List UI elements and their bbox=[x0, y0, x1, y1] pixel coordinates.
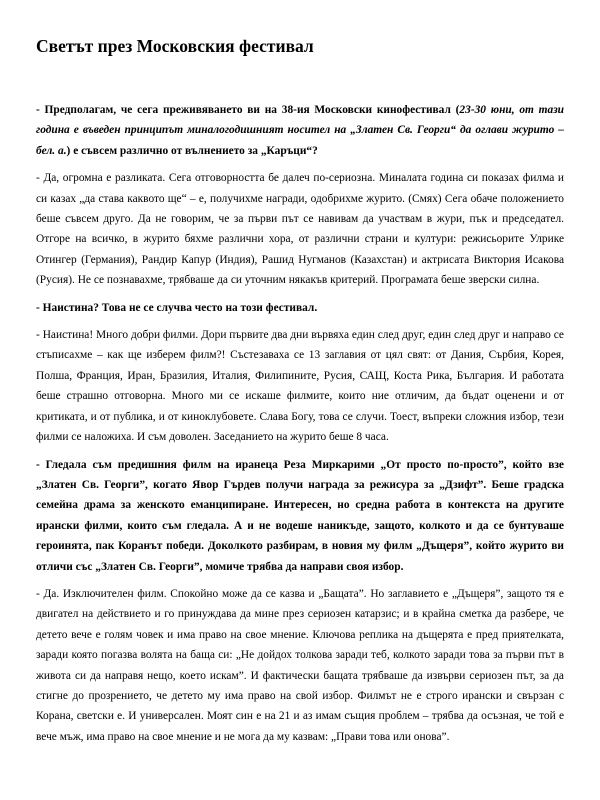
question-1-text: - Предполагам, че сега преживяването ви на 38-ия Московски кинофестивал ( bbox=[36, 104, 460, 116]
question-1 bbox=[36, 100, 564, 161]
answer-2: - Наистина! Много добри филми. Дори първите два дни вървяха един след друг, един след друг и направо се стъписахме – как ще изберем филм?! Състезаваха се 13 заглавия от цял свят: от Дания, Сърбия, Корея, Полша, Франция, Иран, Бразилия, Италия, Филипините, Русия, САЩ, Коста Рика, България. И работата беше страшно отговорна. Много ми се искаше филмите, които ние отличим, да бъдат оценени и от критиката, и от публика, и от киноклубовете. Слава Богу, това се случи. Тоест, въпреки сложния избор, тези филми се наложиха. И съм доволен. Заседанието на журито беше 8 часа. bbox=[36, 329, 564, 444]
answer-1: - Да, огромна е разликата. Сега отговорността бе далеч по-сериозна. Миналата година си показах филма и си казах „да става каквото ще“ – е, получихме награди, одобрихме журито. (Смях) Сега обаче положението беше съвсем друго. Да не говорим, че за първи път се навивам да участвам в жури, пък и председател. Отгоре на всичко, в журито бяхме различни хора, от различни страни и култури: режисьорите Улрике Отингер (Германия), Рандир Капур (Индия), Рашид Нугманов (Казахстан) и актрисата Виктория Исакова (Русия). Не се познавахме, трябваше да си уточним някакъв критерий. Програмата беше зверски силна. bbox=[36, 172, 564, 287]
question-3: - Гледала съм предишния филм на иранеца Реза Миркарими „От просто по-просто”, който взе „Златен Св. Георги”, когато Явор Гърдев получи награда за режисура за „Дзифт”. Беше градска семейна драма за женското еманципиране. Интересен, но средна работа в контекста на другите ирански филми, които съм гледала. А и не водеше наникъде, защото, колкото и да се бунтуваше героинята, пак Коранът победи. Доколкото разбирам, в новия му филм „Дъщеря”, който журито ви отличи със „Златен Св. Георги”, момиче трябва да направи своя избор. bbox=[36, 458, 564, 573]
question-1-text-end: ) е съвсем различно от вълнението за „Каръци“? bbox=[66, 144, 318, 157]
article-title: Светът през Московския фестивал bbox=[36, 36, 314, 56]
question-2: - Наистина? Това не се случва често на този фестивал. bbox=[36, 301, 318, 314]
question-1-editor-note: 23-30 юни, от тази година е въведен принципът миналогодишният носител на „Златен Св. Георги“ да оглави журито – бел. а. bbox=[36, 104, 564, 157]
answer-3: - Да. Изключителен филм. Спокойно може да се казва и „Бащата”. Но заглавието е „Дъщеря”, защото тя е двигател на действието и го принуждава да мине през сериозен катарзис; и в крайна сметка да разбере, че детето вече е голям човек и има право на свое мнение. Ключова реплика на дъщерята е пред приятелката, заради която погазва волята на баща си: „Не дойдох толкова заради теб, колкото заради това за първи път в живота си да направя нещо, което искам”. И фактически бащата трябваше да извърви сериозен път, за да стигне до прозрението, че детето му има право на свой избор. Филмът не е строго ирански и свързан с Корана, светски е. И универсален. Моят син е на 21 и аз имам същия проблем – трябва да осъзная, че той е вече мъж, има право на свое мнение и не мога да му казвам: „Прави това или онова”. bbox=[36, 587, 564, 743]
